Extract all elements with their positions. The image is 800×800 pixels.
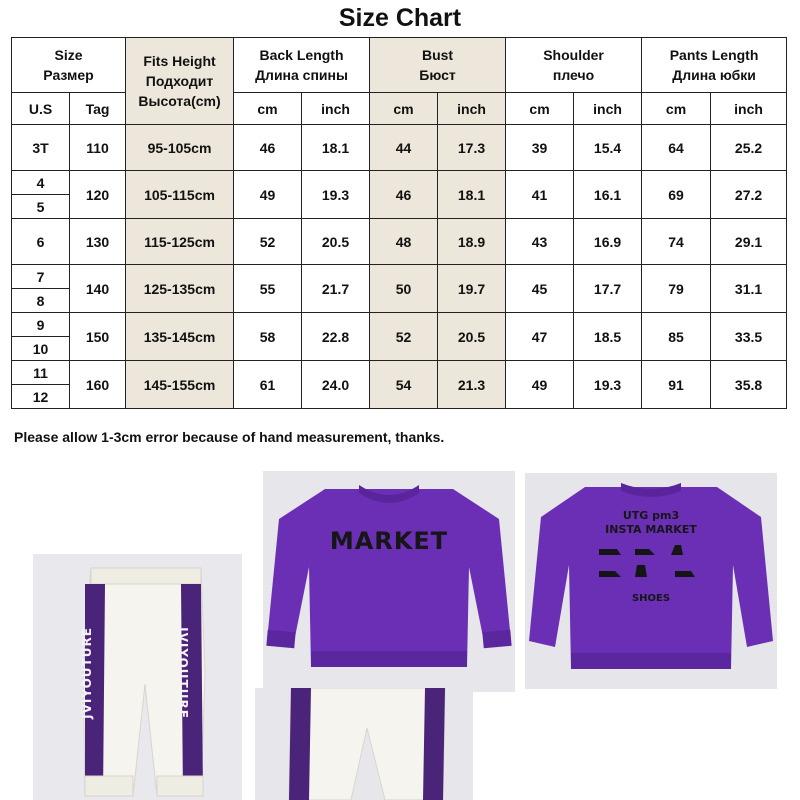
header-pants-cm: cm (642, 93, 711, 125)
bust-cm-cell: 46 (370, 171, 438, 219)
us-size-cell: 3T (12, 125, 70, 171)
pants-in-cell: 29.1 (711, 219, 787, 265)
us-size-cell: 10 (12, 337, 70, 361)
us-size-cell: 8 (12, 289, 70, 313)
header-fits-height: Fits Height Подходит Высота(cm) (126, 38, 234, 125)
back-print-line3: SHOES (631, 593, 671, 604)
table-row (12, 265, 787, 289)
back-print-line1: UTG pm3 (622, 509, 680, 522)
header-shoulder-inch: inch (574, 93, 642, 125)
back-in-cell: 19.3 (302, 171, 370, 219)
back-in-cell: 24.0 (302, 361, 370, 409)
tag-cell: 140 (70, 265, 126, 313)
tag-cell: 110 (70, 125, 126, 171)
table-row (12, 361, 787, 385)
pants-in-cell: 25.2 (711, 125, 787, 171)
header-bust: Bust Бюст (370, 38, 506, 93)
shoulder-in-cell: 19.3 (574, 361, 642, 409)
bust-in-cell: 21.3 (438, 361, 506, 409)
pants-detail-photo (255, 688, 473, 800)
size-chart-table (11, 37, 787, 409)
bust-cm-cell: 52 (370, 313, 438, 361)
shoulder-cm-cell: 45 (506, 265, 574, 313)
bust-cm-cell: 48 (370, 219, 438, 265)
pants-cm-cell: 69 (642, 171, 711, 219)
us-size-cell: 6 (12, 219, 70, 265)
us-size-cell: 12 (12, 385, 70, 409)
sweatshirt-back-photo (525, 473, 777, 689)
pants-cm-cell: 79 (642, 265, 711, 313)
us-size-cell: 9 (12, 313, 70, 337)
pants-stripe-text-left: JVIYOUTURE (79, 627, 94, 719)
back-cm-cell: 55 (234, 265, 302, 313)
shoulder-cm-cell: 47 (506, 313, 574, 361)
shoulder-in-cell: 16.1 (574, 171, 642, 219)
us-size-cell: 5 (12, 195, 70, 219)
header-us: U.S (12, 93, 70, 125)
pants-in-cell: 27.2 (711, 171, 787, 219)
height-cell: 95-105cm (126, 125, 234, 171)
bust-cm-cell: 54 (370, 361, 438, 409)
header-bust-inch: inch (438, 93, 506, 125)
shoulder-cm-cell: 43 (506, 219, 574, 265)
height-cell: 105-115cm (126, 171, 234, 219)
header-size: Size Размер (12, 38, 126, 93)
back-in-cell: 20.5 (302, 219, 370, 265)
back-in-cell: 18.1 (302, 125, 370, 171)
pants-stripe-text-right: JVIYOUTURE (175, 627, 190, 719)
pants-illustration (33, 554, 242, 800)
shoulder-cm-cell: 49 (506, 361, 574, 409)
tag-cell: 150 (70, 313, 126, 361)
back-in-cell: 21.7 (302, 265, 370, 313)
tag-cell: 160 (70, 361, 126, 409)
height-cell: 115-125cm (126, 219, 234, 265)
back-cm-cell: 46 (234, 125, 302, 171)
table-row (12, 125, 787, 171)
header-bust-cm: cm (370, 93, 438, 125)
table-row (12, 219, 787, 265)
shoulder-in-cell: 17.7 (574, 265, 642, 313)
pants-detail-illustration (255, 688, 473, 800)
pants-in-cell: 35.8 (711, 361, 787, 409)
header-tag: Tag (70, 93, 126, 125)
table-row (12, 313, 787, 337)
pants-photo (33, 554, 242, 800)
page-title: Size Chart (338, 4, 462, 32)
front-print-text: MARKET (329, 527, 449, 555)
sweatshirt-back-illustration (525, 473, 777, 689)
pants-cm-cell: 85 (642, 313, 711, 361)
back-cm-cell: 49 (234, 171, 302, 219)
header-shoulder: Shoulder плечо (506, 38, 642, 93)
header-shoulder-cm: cm (506, 93, 574, 125)
header-pants-inch: inch (711, 93, 787, 125)
us-size-cell: 7 (12, 265, 70, 289)
shoulder-in-cell: 18.5 (574, 313, 642, 361)
header-back-inch: inch (302, 93, 370, 125)
back-in-cell: 22.8 (302, 313, 370, 361)
bust-cm-cell: 44 (370, 125, 438, 171)
tag-cell: 120 (70, 171, 126, 219)
sweatshirt-front-photo (263, 471, 515, 692)
bust-in-cell: 17.3 (438, 125, 506, 171)
bust-in-cell: 18.1 (438, 171, 506, 219)
shoulder-in-cell: 16.9 (574, 219, 642, 265)
header-back-length: Back Length Длина спины (234, 38, 370, 93)
bust-in-cell: 18.9 (438, 219, 506, 265)
pants-cm-cell: 74 (642, 219, 711, 265)
sweatshirt-front-illustration (263, 471, 515, 692)
shoulder-in-cell: 15.4 (574, 125, 642, 171)
bust-in-cell: 19.7 (438, 265, 506, 313)
table-row (12, 171, 787, 195)
measurement-note: Please allow 1-3cm error because of hand measurement, thanks. (14, 429, 445, 445)
shoulder-cm-cell: 41 (506, 171, 574, 219)
us-size-cell: 4 (12, 171, 70, 195)
height-cell: 145-155cm (126, 361, 234, 409)
tag-cell: 130 (70, 219, 126, 265)
header-back-cm: cm (234, 93, 302, 125)
back-print-line2: INSTA MARKET (605, 523, 697, 536)
pants-cm-cell: 64 (642, 125, 711, 171)
back-cm-cell: 58 (234, 313, 302, 361)
header-pants-length: Pants Length Длина юбки (642, 38, 787, 93)
height-cell: 125-135cm (126, 265, 234, 313)
bust-cm-cell: 50 (370, 265, 438, 313)
back-cm-cell: 61 (234, 361, 302, 409)
pants-in-cell: 31.1 (711, 265, 787, 313)
shoulder-cm-cell: 39 (506, 125, 574, 171)
us-size-cell: 11 (12, 361, 70, 385)
back-cm-cell: 52 (234, 219, 302, 265)
pants-in-cell: 33.5 (711, 313, 787, 361)
height-cell: 135-145cm (126, 313, 234, 361)
pants-cm-cell: 91 (642, 361, 711, 409)
bust-in-cell: 20.5 (438, 313, 506, 361)
